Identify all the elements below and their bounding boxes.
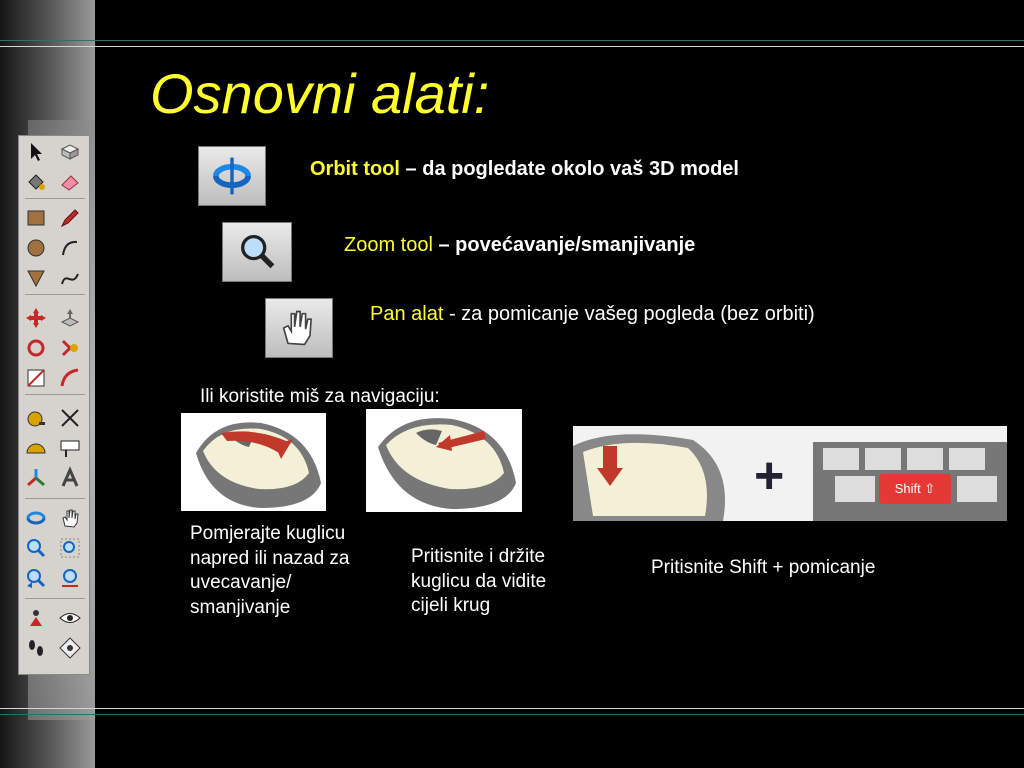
zoom-tool-button[interactable]	[21, 534, 51, 562]
protractor-icon	[24, 436, 48, 460]
cube-icon	[58, 140, 82, 164]
orbit-tool-description: – da pogledate okolo vaš 3D model	[405, 158, 739, 180]
orbit-tool-button[interactable]	[21, 504, 51, 532]
protractor-tool[interactable]	[21, 434, 51, 462]
follow-me-icon	[58, 336, 82, 360]
freehand-tool[interactable]	[55, 264, 85, 292]
zoom-window-icon	[58, 536, 82, 560]
scale-icon	[24, 366, 48, 390]
dimension-tool[interactable]	[55, 404, 85, 432]
zoom-extents-tool[interactable]	[55, 564, 85, 592]
move-icon	[24, 306, 48, 330]
toolbar-separator	[25, 294, 85, 295]
zoom-icon-box	[222, 222, 292, 282]
tape-measure-icon	[24, 406, 48, 430]
zoom-tool-name: Zoom tool	[344, 234, 433, 256]
previous-view-tool[interactable]	[21, 564, 51, 592]
3d-text-tool[interactable]	[55, 464, 85, 492]
eraser-icon	[58, 170, 82, 194]
3d-text-icon	[58, 466, 82, 490]
dimension-icon	[58, 406, 82, 430]
eraser-tool[interactable]	[55, 168, 85, 196]
hand-icon	[277, 306, 321, 350]
freehand-icon	[58, 266, 82, 290]
zoom-extents-icon	[58, 566, 82, 590]
scale-tool[interactable]	[21, 364, 51, 392]
walk-tool[interactable]	[21, 634, 51, 662]
mouse-instruction: Ili koristite miš za navigaciju:	[200, 386, 440, 407]
rectangle-icon	[24, 206, 48, 230]
zoom-tool-line	[344, 234, 695, 257]
hand-icon	[58, 506, 82, 530]
paint-bucket-icon	[24, 170, 48, 194]
offset-icon	[58, 366, 82, 390]
circle-tool[interactable]	[21, 234, 51, 262]
plus-sign: +	[754, 447, 785, 505]
orbit-tool-line	[310, 158, 739, 181]
followme-tool[interactable]	[55, 334, 85, 362]
select-tool[interactable]	[21, 138, 51, 166]
previous-view-icon	[24, 566, 48, 590]
component-tool[interactable]	[55, 138, 85, 166]
pan-tool-description: - za pomicanje vašeg pogleda (bez orbiti)	[448, 303, 815, 325]
position-camera-icon	[24, 606, 48, 630]
shift-mouse-icon	[573, 426, 1007, 521]
pushpull-tool[interactable]	[55, 304, 85, 332]
rotate-tool[interactable]	[21, 334, 51, 362]
arc-icon	[58, 236, 82, 260]
axes-icon	[24, 466, 48, 490]
mouse-press-image	[366, 409, 522, 512]
section-plane-icon	[58, 636, 82, 660]
axes-tool[interactable]	[21, 464, 51, 492]
look-around-tool[interactable]	[55, 604, 85, 632]
toolbar-separator	[25, 198, 85, 199]
section-plane-tool[interactable]	[55, 634, 85, 662]
orbit-tool-name: Orbit tool	[310, 158, 400, 180]
text-label-icon	[58, 436, 82, 460]
mouse-icon	[181, 413, 326, 511]
zoom-icon	[235, 230, 279, 274]
orbit-icon	[209, 153, 255, 199]
shift-scroll-image	[573, 426, 1007, 521]
sketchup-toolbar	[18, 135, 90, 675]
paint-tool[interactable]	[21, 168, 51, 196]
polygon-tool[interactable]	[21, 264, 51, 292]
tape-tool[interactable]	[21, 404, 51, 432]
polygon-icon	[24, 266, 48, 290]
text-tool[interactable]	[55, 434, 85, 462]
bottom-rule-light	[0, 708, 1024, 709]
zoom-window-tool[interactable]	[55, 534, 85, 562]
caption-press: Pritisnite i držite kuglicu da vidite cijeli krug	[411, 546, 547, 617]
hand-icon-box	[265, 298, 333, 358]
pan-tool-name: Pan alat	[370, 303, 444, 325]
rectangle-tool[interactable]	[21, 204, 51, 232]
shift-key-label: Shift ⇧	[894, 481, 936, 496]
toolbar-separator	[25, 498, 85, 499]
line-tool[interactable]	[55, 204, 85, 232]
top-rule	[0, 40, 1024, 41]
position-camera-tool[interactable]	[21, 604, 51, 632]
rotate-icon	[24, 336, 48, 360]
mouse-icon	[366, 409, 522, 512]
toolbar-separator	[25, 394, 85, 395]
pan-tool-button[interactable]	[55, 504, 85, 532]
offset-tool[interactable]	[55, 364, 85, 392]
push-pull-icon	[58, 306, 82, 330]
orbit-icon-box	[198, 146, 266, 206]
caption-shift: Pritisnite Shift + pomicanje	[651, 557, 876, 578]
bottom-rule	[0, 714, 1024, 715]
eye-icon	[58, 606, 82, 630]
pencil-icon	[58, 206, 82, 230]
circle-icon	[24, 236, 48, 260]
orbit-icon	[24, 506, 48, 530]
zoom-tool-description: – povećavanje/smanjivanje	[438, 234, 696, 256]
move-tool[interactable]	[21, 304, 51, 332]
pan-tool-line	[370, 303, 815, 326]
footprints-icon	[24, 636, 48, 660]
zoom-icon	[24, 536, 48, 560]
arrow-cursor-icon	[24, 140, 48, 164]
toolbar-separator	[25, 598, 85, 599]
top-rule-light	[0, 46, 1024, 47]
mouse-scroll-image	[181, 413, 326, 511]
arc-tool[interactable]	[55, 234, 85, 262]
slide-title: Osnovni alati:	[150, 62, 490, 125]
caption-scroll: Pomjerajte kuglicu napred ili nazad za uvecavanje/ smanjivanje	[190, 523, 350, 619]
